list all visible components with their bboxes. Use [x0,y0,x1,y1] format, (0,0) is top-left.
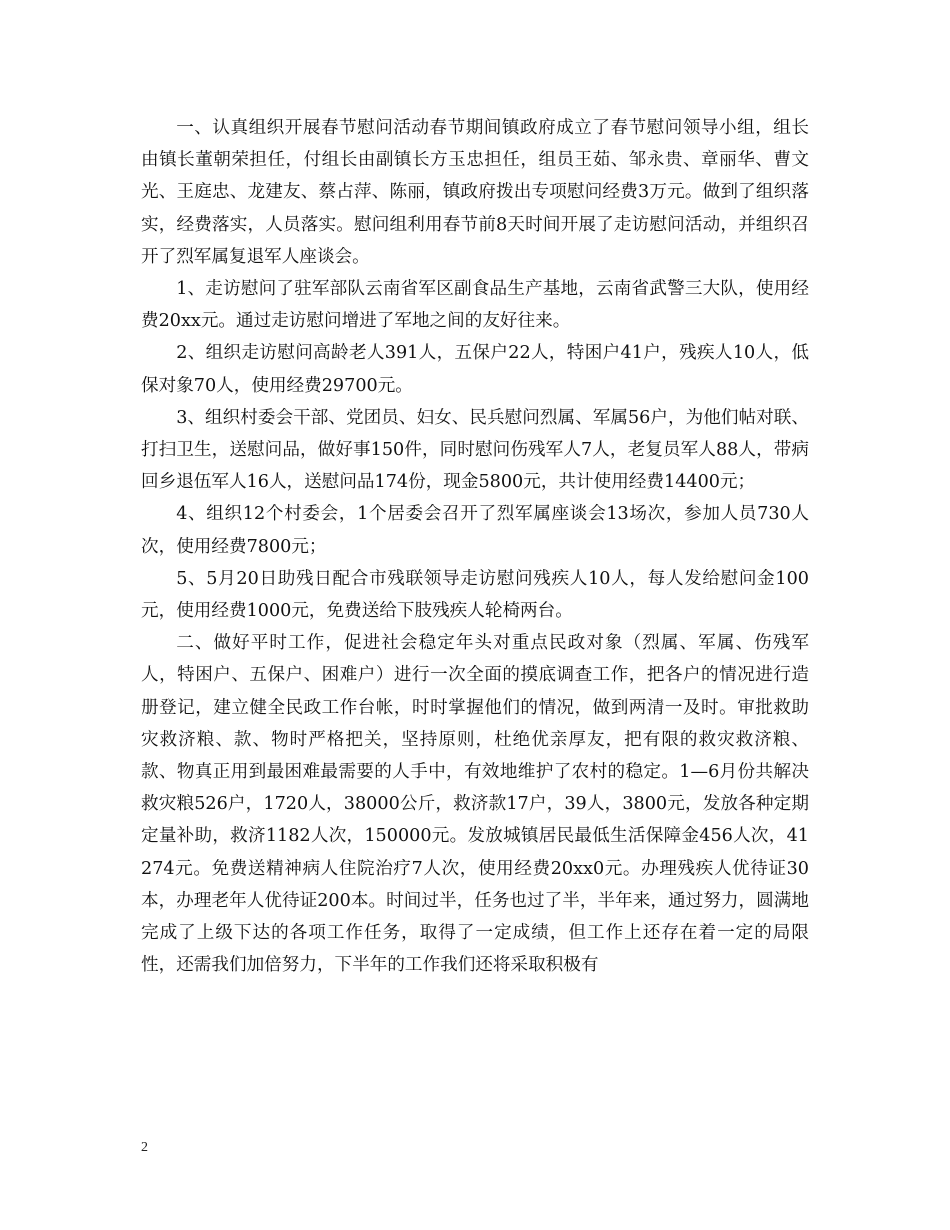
document-body [141,112,809,981]
paragraph-item-3: 3、组织村委会干部、党团员、妇女、民兵慰问烈属、军属56户，为他们帖对联、打扫卫生，送慰问品，做好事150件，同时慰问伤残军人7人，老复员军人88人，带病回乡退伍军人16人，送慰问品174份，现金5800元，共计使用经费14400元； [141,407,809,493]
paragraph-item-2: 2、组织走访慰问高龄老人391人，五保户22人，特困户41户，残疾人10人，低保对象70人，使用经费29700元。 [141,343,809,396]
paragraph-item-4: 4、组织12个村委会，1个居委会召开了烈军属座谈会13场次，参加人员730人次，使用经费7800元； [141,504,809,557]
paragraph-routine-work: 二、做好平时工作，促进社会稳定年头对重点民政对象（烈属、军属、伤残军人，特困户、五保户、困难户）进行一次全面的摸底调查工作，把各户的情况进行造册登记，建立健全民政工作台帐，时时掌握他们的情况，做到两清一及时。审批救助灾救济粮、款、物时严格把关，坚持原则，杜绝优亲厚友，把有限的救灾救济粮、款、物真正用到最困难最需要的人手中，有效地维护了农村的稳定。1—6月份共解决救灾粮526户，1720人，38000公斤，救济款17户，39人，3800元，发放各种定期定量补助，救济1182人次，150000元。发放城镇居民最低生活保障金456人次，41274元。免费送精神病人住院治疗7人次，使用经费20xx0元。办理残疾人优待证30本，办理老年人优待证200本。时间过半，任务也过了半，半年来，通过努力，圆满地完成了上级下达的各项工作任务，取得了一定成绩，但工作上还存在着一定的局限性，还需我们加倍努力，下半年的工作我们还将采取积极有 [141,633,809,976]
page-number: 2 [141,1140,148,1155]
paragraph-item-5: 5、5月20日助残日配合市残联领导走访慰问残疾人10人，每人发给慰问金100元，使用经费1000元，免费送给下肢残疾人轮椅两台。 [141,568,809,622]
paragraph-item-1: 1、走访慰问了驻军部队云南省军区副食品生产基地，云南省武警三大队，使用经费20xx元。通过走访慰问增进了军地之间的友好往来。 [141,279,809,332]
paragraph-spring-festival-visits: 一、认真组织开展春节慰问活动春节期间镇政府成立了春节慰问领导小组，组长由镇长董朝荣担任，付组长由副镇长方玉忠担任，组员王茹、邹永贵、章丽华、曹文光、王庭忠、龙建友、蔡占萍、陈丽，镇政府拨出专项慰问经费3万元。做到了组织落实，经费落实，人员落实。慰问组利用春节前8天时间开展了走访慰问活动，并组织召开了烈军属复退军人座谈会。 [141,118,809,267]
